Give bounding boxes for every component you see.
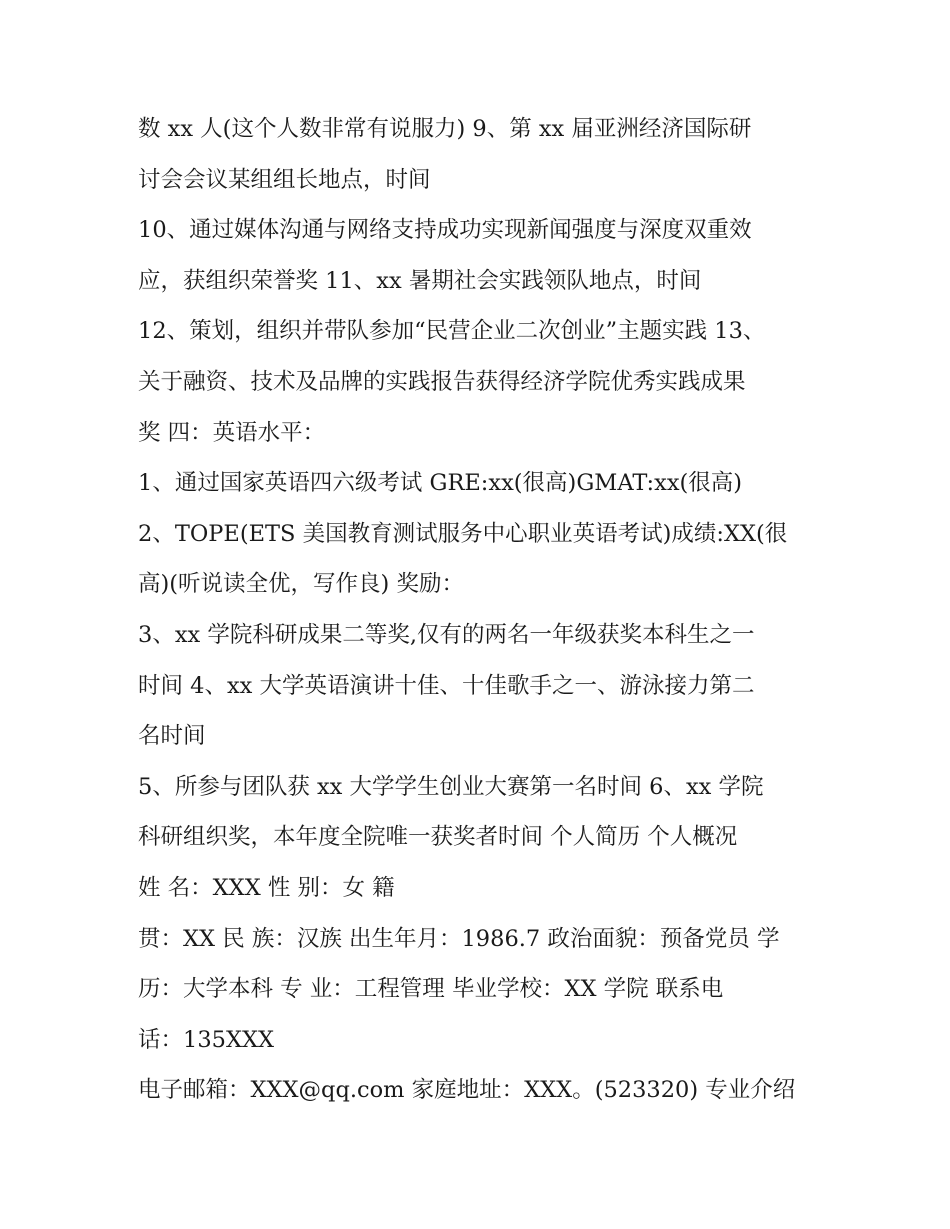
document-body xyxy=(138,104,818,1116)
text-line: 姓 名：XXX 性 别：女 籍 xyxy=(138,874,395,901)
text-line: 奖 四：英语水平： xyxy=(138,419,326,446)
text-line: 2、TOPE(ETS 美国教育测试服务中心职业英语考试)成绩:XX(很 xyxy=(138,520,788,547)
text-line: 时间 4、xx 大学英语演讲十佳、十佳歌手之一、游泳接力第二 xyxy=(138,672,755,699)
text-line: 5、所参与团队获 xx 大学学生创业大赛第一名时间 6、xx 学院 xyxy=(138,773,764,800)
text-line: 高)(听说读全优，写作良) 奖励： xyxy=(138,571,464,598)
text-line: 讨会会议某组组长地点，时间 xyxy=(138,166,431,193)
text-line: 话：135XXX xyxy=(138,1026,274,1053)
text-line: 名时间 xyxy=(138,723,206,750)
text-line: 10、通过媒体沟通与网络支持成功实现新闻强度与深度双重效 xyxy=(138,217,752,244)
text-line: 历：大学本科 专 业：工程管理 毕业学校：XX 学院 联系电 xyxy=(138,976,724,1003)
text-line: 3、xx 学院科研成果二等奖,仅有的两名一年级获奖本科生之一 xyxy=(138,621,755,648)
text-line: 科研组织奖，本年度全院唯一获奖者时间 个人简历 个人概况 xyxy=(138,824,738,851)
text-line: 关于融资、技术及品牌的实践报告获得经济学院优秀实践成果 xyxy=(138,368,746,395)
text-line: 1、通过国家英语四六级考试 GRE:xx(很高)GMAT:xx(很高) xyxy=(138,470,743,497)
text-line: 数 xx 人(这个人数非常有说服力) 9、第 xx 届亚洲经济国际研 xyxy=(138,116,752,142)
text-line: 贯：XX 民 族：汉族 出生年月：1986.7 政治面貌：预备党员 学 xyxy=(138,925,780,952)
text-line: 12、策划，组织并带队参加“民营企业二次创业”主题实践 13、 xyxy=(138,318,766,345)
text-line: 应，获组织荣誉奖 11、xx 暑期社会实践领队地点，时间 xyxy=(138,267,702,294)
text-line: 电子邮箱：XXX@qq.com 家庭地址：XXX。(523320) 专业介绍 xyxy=(138,1077,796,1104)
